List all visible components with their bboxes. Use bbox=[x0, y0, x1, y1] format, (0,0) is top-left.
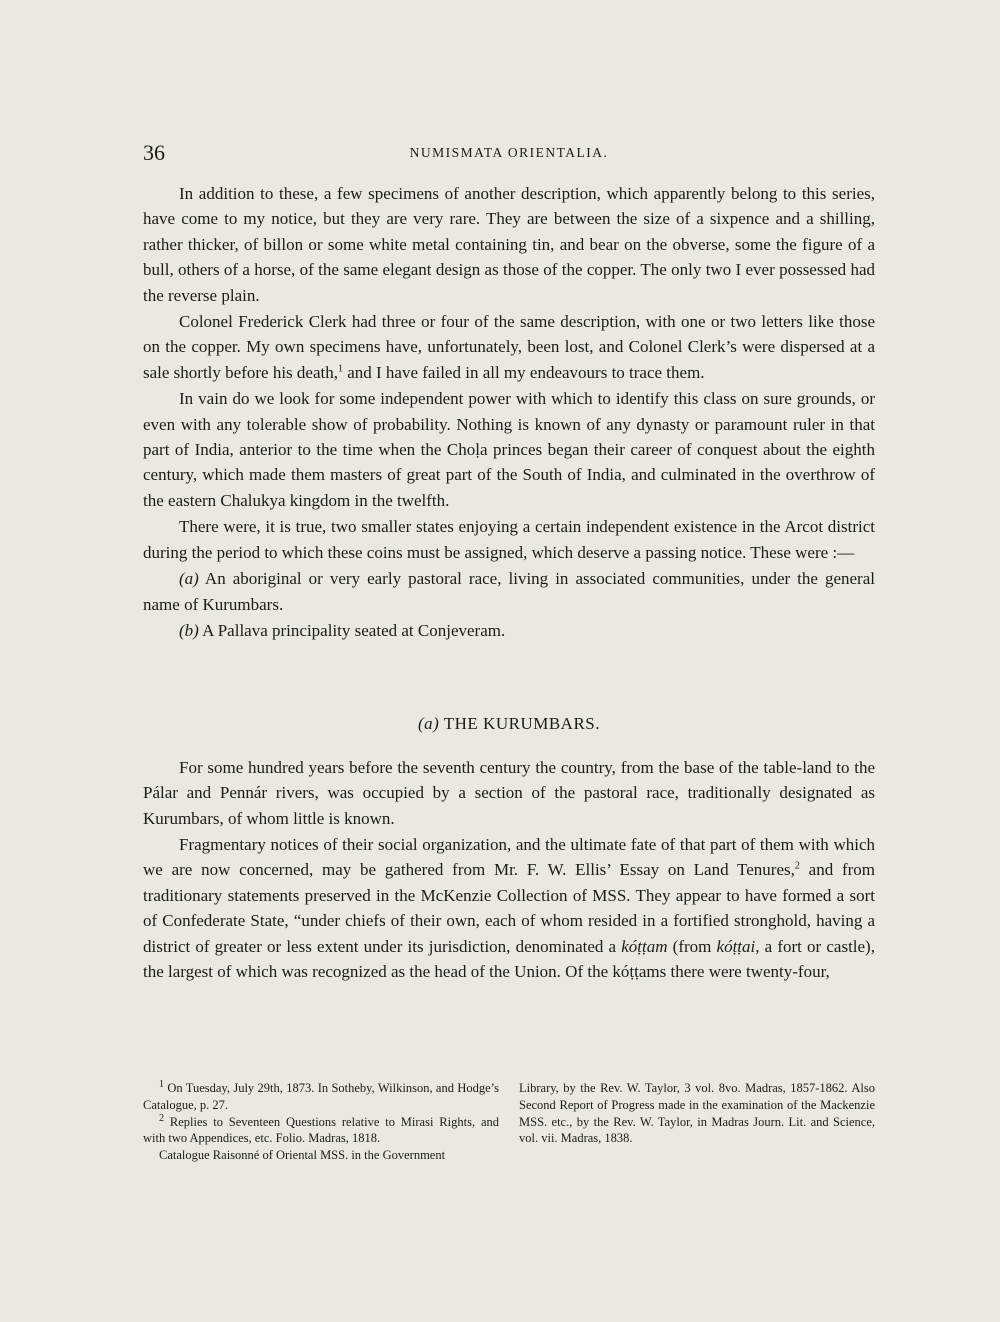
list-item-b bbox=[143, 618, 875, 643]
paragraph-6-text-b: and from traditionary statements preserved in the McKenzie Collection of MSS. They appear to have formed a sort of Confederate State, “under chiefs of their own, each of whom resided in a fortified stronghold, having a district of greater or less extent under its jurisdiction, denominated a bbox=[143, 860, 876, 956]
footnote-ref-2: 2 bbox=[794, 860, 800, 872]
paragraph-3: In vain do we look for some independent power with which to identify this class on sure grounds, or even with any tolerable show of probability. Nothing is known of any dynasty or paramount ruler in that part of India, anterior to the time when the Choḷa princes began their career of conquest about the eighth century, which made them masters of great part of the South of India, and culminated in the overthrow of the eastern Chalukya kingdom in the twelfth. bbox=[143, 389, 875, 510]
footnotes-left-column bbox=[143, 1080, 499, 1164]
section-heading bbox=[143, 711, 875, 736]
footnote-2 bbox=[143, 1114, 499, 1148]
paragraph-6 bbox=[143, 832, 875, 984]
footnote-ref-1: 1 bbox=[337, 363, 343, 375]
term-kottam: kóṭṭam bbox=[621, 936, 668, 956]
page-header bbox=[143, 140, 875, 174]
list-item-a-text: An aboriginal or very early pastoral race, living in associated communities, under the general name of Kurumbars. bbox=[143, 569, 875, 614]
page-number: 36 bbox=[143, 140, 165, 165]
list-item-a bbox=[143, 566, 875, 617]
main-text bbox=[143, 181, 875, 984]
footnote-1 bbox=[143, 1080, 499, 1114]
term-kottai: kóṭṭai, bbox=[716, 936, 760, 956]
footnote-2-marker: 2 bbox=[159, 1112, 164, 1124]
footnote-1-marker: 1 bbox=[159, 1078, 164, 1090]
footnote-2-continued-a: Catalogue Raisonné of Oriental MSS. in the Government bbox=[159, 1148, 446, 1163]
paragraph-2-text-b: and I have failed in all my endeavours to trace them. bbox=[342, 362, 705, 382]
paragraph-4: There were, it is true, two smaller states enjoying a certain independent existence in the Arcot district during the period to which these coins must be assigned, which deserve a passing notice. These were :— bbox=[143, 517, 875, 562]
footnote-1-text: On Tuesday, July 29th, 1873. In Sotheby, Wilkinson, and Hodge’s Catalogue, p. 27. bbox=[143, 1081, 499, 1112]
list-item-a-marker: (a) bbox=[179, 569, 199, 589]
section-marker: (a) bbox=[417, 714, 440, 734]
footnote-2-text: Replies to Seventeen Questions relative to Mirasi Rights, and with two Appendices, etc. Folio. Madras, 1818. bbox=[143, 1114, 499, 1146]
running-title: NUMISMATA ORIENTALIA. bbox=[409, 145, 609, 160]
paragraph-6-text-c: (from bbox=[667, 936, 717, 956]
paragraph-2-text-a: Colonel Frederick Clerk had three or four of the same description, with one or two letters like those on the copper. My own specimens have, unfortunately, been lost, and Colonel Clerk’s were dispersed at a sale shortly before his death, bbox=[143, 312, 875, 382]
paragraph-6-text-d: a fort or castle), the largest of which was recognized as the head of the Union. Of the kóṭṭams there were twenty-four, bbox=[143, 936, 875, 981]
paragraph-1: In addition to these, a few specimens of another description, which apparently belong to this series, have come to my notice, but they are very rare. They are between the size of a sixpence and a shilling, rather thicker, of billon or some white metal containing tin, and bear on the obverse, some the figure of a bull, others of a horse, of the same elegant design as those of the copper. The only two I ever possessed had the reverse plain. bbox=[143, 184, 875, 305]
footnotes-right-column bbox=[519, 1080, 875, 1164]
section-title: THE KURUMBARS. bbox=[439, 714, 600, 734]
footnotes bbox=[143, 1080, 875, 1164]
footnote-2-continued-b: Library, by the Rev. W. Taylor, 3 vol. 8vo. Madras, 1857-1862. Also Second Report of Progress made in the examination of the Mackenzie MSS. etc., by the Rev. W. Taylor, in Madras Journ. Lit. and Science, vol. vii. Madras, 1838. bbox=[519, 1081, 875, 1146]
paragraph-6-text-a: Fragmentary notices of their social organization, and the ultimate fate of that part of them with which we are now concerned, may be gathered from Mr. F. W. Ellis’ Essay on Land Tenures, bbox=[143, 834, 875, 880]
paragraph-2 bbox=[143, 309, 875, 385]
paragraph-5: For some hundred years before the seventh century the country, from the base of the table-land to the Pálar and Pennár rivers, was occupied by a section of the pastoral race, traditionally designated as Kurumbars, of whom little is known. bbox=[143, 757, 875, 828]
list-item-b-text: A Pallava principality seated at Conjeveram. bbox=[198, 620, 506, 640]
list-item-b-marker: (b) bbox=[179, 620, 199, 640]
